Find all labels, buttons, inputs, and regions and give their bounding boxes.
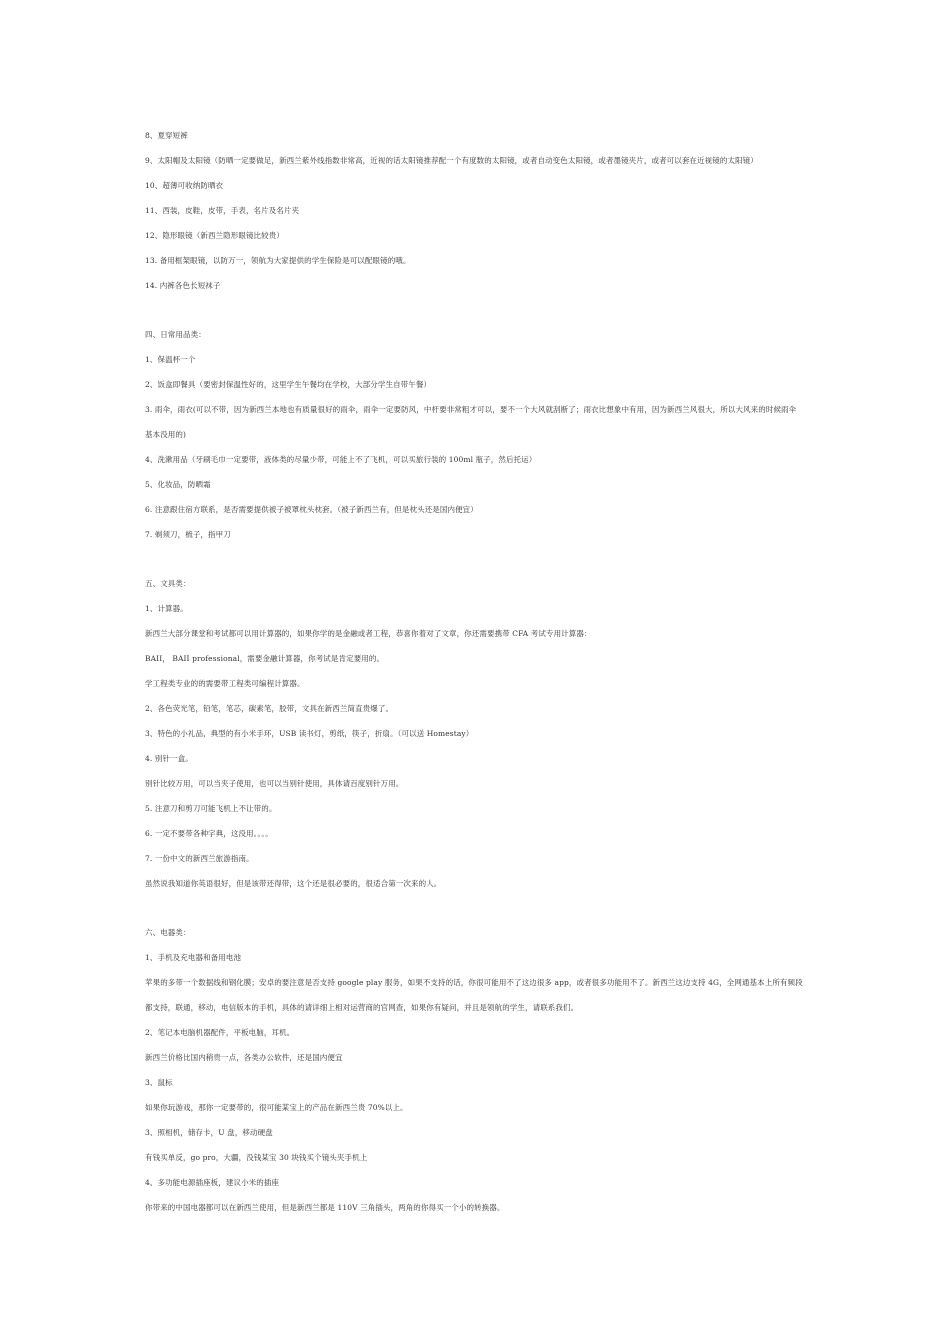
paragraph: 别针比较万用，可以当夹子使用，也可以当别针使用，具体请百度别针万用。 [145, 779, 404, 788]
list-item: 6. 注意跟住宿方联系，是否需要提供被子被罩枕头枕套。（被子新西兰有，但是枕头还是国内便宜） [145, 505, 478, 514]
list-item: 14. 内裤各色长短袜子 [145, 281, 221, 290]
list-item: 3、鼠标 [145, 1078, 173, 1087]
list-item: 9、太阳帽及太阳镜（防晒一定要做足，新西兰紫外线指数非常高，近视的话太阳镜推荐配一个有度数的太阳镜，或者自动变色太阳镜，或者墨镜夹片，或者可以套在近视镜的太阳镜） [145, 156, 758, 165]
list-item: 8、夏穿短裤 [145, 131, 188, 140]
list-item: 3、照相机，储存卡，U 盘，移动硬盘 [145, 1128, 273, 1137]
list-item: 基本没用的) [145, 430, 187, 439]
list-item: 1、计算器。 [145, 604, 188, 613]
paragraph: 学工程类专业的的需要带工程类可编程计算器。 [145, 679, 305, 688]
list-item: 5. 注意刀和剪刀可能飞机上不让带的。 [145, 804, 277, 813]
list-item: 1、保温杯一个 [145, 355, 196, 364]
paragraph: 新西兰大部分课堂和考试都可以用计算器的，如果你学的是金融或者工程，恭喜你着对了文章，你还需要携带 CFA 考试专用计算器： [145, 629, 592, 638]
paragraph: 虽然说我知道你英语很好，但是该带还得带，这个还是很必要的，很适合第一次来的人。 [145, 879, 442, 888]
list-item: 12、隐形眼镜（新西兰隐形眼镜比较贵） [145, 231, 284, 240]
paragraph: 有钱买单反，go pro，大疆，没钱某宝 30 块钱买个镜头夹手机上 [145, 1153, 368, 1162]
section-heading-stationery: 五、文具类： [145, 579, 191, 588]
section-heading-daily-items: 四、日常用品类： [145, 330, 206, 339]
list-item: 7. 剃须刀，梳子，指甲刀 [145, 530, 231, 539]
list-item: 3、特色的小礼品，典型的有小米手环，USB 读书灯，剪纸，筷子，折扇。（可以送 Homestay） [145, 729, 474, 738]
paragraph: 新西兰价格比国内稍贵一点，各类办公软件，还是国内便宜 [145, 1053, 343, 1062]
paragraph: 都支持，联通，移动，电信版本的手机，具体的请详细上相对运营商的官网查，如果你有疑问，并且是领航的学生，请联系我们。 [145, 1003, 579, 1012]
section-heading-electronics: 六、电器类： [145, 928, 191, 937]
paragraph: 你带来的中国电器都可以在新西兰使用，但是新西兰都是 110V 三角插头，两角的你得买一个小的转换器。 [145, 1203, 505, 1212]
list-item: 6. 一定不要带各种字典，这没用。。。。 [145, 829, 273, 838]
list-item: 5、化妆品，防晒霜 [145, 480, 211, 489]
list-item: 13. 备用框架眼镜，以防万一，领航为大家提供的学生保险是可以配眼镜的哦。 [145, 256, 411, 265]
list-item: 4、多功能电源插座板，建议小米的插座 [145, 1178, 280, 1187]
paragraph: 苹果的多带一个数据线和钢化膜；安卓的要注意是否支持 google play 服务，如果不支持的话，你很可能用不了这边很多 app，或者很多功能用不了。新西兰这边支持 4G，全网通基本上所有频段 [145, 978, 803, 987]
list-item: 4. 别针一盒。 [145, 754, 193, 763]
list-item: 2、各色荧光笔，铅笔，笔芯，碳素笔，胶带，文具在新西兰简直贵爆了。 [145, 704, 394, 713]
list-item: 4、洗漱用品（牙刷毛巾一定要带，液体类的尽量少带，可能上不了飞机，可以买旅行装的 100ml 瓶子，然后托运） [145, 455, 537, 464]
paragraph: BAII， BAII professional，需要金融计算器，你考试是肯定要用的。 [145, 654, 385, 663]
list-item: 11、西装，皮鞋，皮带，手表，名片及名片夹 [145, 206, 300, 215]
paragraph: 如果你玩游戏，那你一定要带的，很可能某宝上的产品在新西兰贵 70%以上。 [145, 1103, 408, 1112]
list-item: 7. 一份中文的新西兰旅游指南。 [145, 854, 254, 863]
list-item: 10、超薄可收纳防晒衣 [145, 181, 224, 190]
list-item: 2、饭盒即餐具（要密封保温性好的，这里学生午餐均在学校，大部分学生自带午餐） [145, 380, 432, 389]
list-item: 3. 雨伞，雨衣(可以不带，因为新西兰本地也有质量很好的雨伞，雨伞一定要防风，中杆要非常粗才可以，要不一个大风就刮断了；雨衣比想象中有用，因为新西兰风很大，所以大风来的时候雨伞 [145, 405, 797, 414]
list-item: 2、笔记本电脑机器配件，平板电脑，耳机。 [145, 1028, 295, 1037]
list-item: 1、手机及充电器和备用电池 [145, 953, 242, 962]
